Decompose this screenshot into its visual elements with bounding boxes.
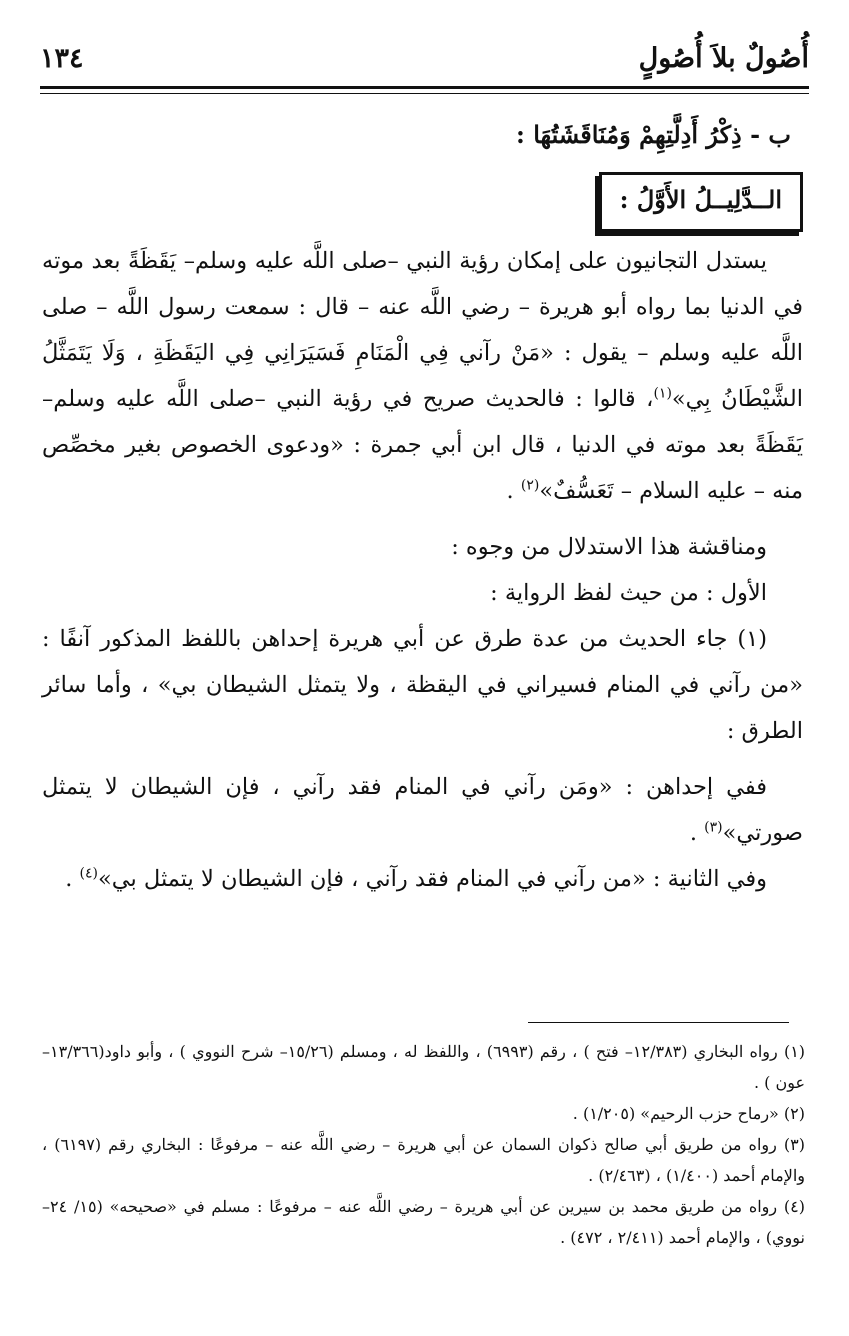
boxed-heading: الــدَّلِيــلُ الأَوَّلُ :: [599, 172, 803, 232]
paragraph-second-narration: وفي الثانية : «من رآني في المنام فقد رآني ، فإن الشيطان لا يتمثل بي»$^{(٤)}$ .: [65, 865, 767, 892]
paragraph-first-narration: ففي إحداهن : «ومَن رآني في المنام فقد رآني ، فإن الشيطان لا يتمثل صورتي»$^{(٣)}$ .: [42, 774, 803, 846]
header-rule-thick: [40, 86, 809, 89]
footnote-ref: (٢): [520, 477, 540, 494]
paragraph-text: يستدل التجانيون على إمكان رؤية النبي –صلى اللَّه عليه وسلم– يَقَظَةً بعد موته في الدنيا بما رواه أبو هريرة – رضي اللَّه عنه – قال : سمعت رسول اللَّه – صلى اللَّه عليه وسلم – يقول : «مَنْ رآني فِي الْمَنَامِ فَسَيَرَانِي فِي اليَقَظَةِ ، وَلَا يَتَمَثَّلُ الشَّيْطَانُ بِي»: [42, 248, 803, 412]
footnote-separator: [528, 1022, 789, 1023]
main-text: [42, 108, 803, 902]
footnote-ref: (٤): [79, 865, 98, 882]
header-rule-thin: [40, 93, 809, 94]
boxed-heading-wrap: [42, 164, 803, 234]
running-header: [40, 38, 809, 78]
footnote-3: (٣) رواه من طريق أبي صالح ذكوان السمان عن أبي هريرة – رضي اللَّه عنه – مرفوعًا : البخاري رقم (٦١٩٧) ، والإمام أحمد (١/٤٠٠) ، (٢/٤٦٣) .: [42, 1135, 805, 1185]
paragraph-text: ففي إحداهن : «ومَن رآني في المنام فقد رآني ، فإن الشيطان لا يتمثل صورتي»: [42, 774, 803, 846]
footnote-1: (١) رواه البخاري (١٢/٣٨٣– فتح ) ، رقم (٦٩٩٣) ، واللفظ له ، ومسلم (١٥/٢٦– شرح النووي ) ، وأبو داود(١٣/٣٦٦– عون ) .: [42, 1042, 806, 1092]
footnote-ref: (١): [653, 385, 672, 402]
footnote-ref: (٣): [704, 819, 723, 836]
paragraph-first-aspect: الأول : من حيث لفظ الرواية :: [490, 580, 767, 606]
paragraph-narrations: (١) جاء الحديث من عدة طرق عن أبي هريرة إحداهن باللفظ المذكور آنفًا : «من رآني في المنام فسيراني في اليقظة ، ولا يتمثل الشيطان بي» ، وأما سائر الطرق :: [42, 626, 803, 744]
section-heading: ب - ذِكْرُ أَدِلَّتِهِمْ وَمُنَاقَشَتُهَا :: [516, 120, 791, 149]
paragraph-text: ، قالوا : فالحديث صريح في رؤية النبي –صلى اللَّه عليه وسلم– يَقَظَةً بعد موته في الدنيا ، قال ابن أبي جمرة : «ودعوى الخصوص بغير مخصِّص منه – عليه السلام – تَعَسُّفٌ»: [42, 386, 803, 504]
book-title: أُصُولٌ بلاَ أُصُولٍ: [638, 42, 809, 74]
paragraph-evidence: [42, 238, 803, 514]
footnote-2: (٢) «رماح حزب الرحيم» (١/٢٠٥) .: [572, 1104, 805, 1123]
footnotes: [42, 1036, 805, 1253]
paragraph-text: .: [506, 478, 514, 504]
paragraph-discussion: ومناقشة هذا الاستدلال من وجوه :: [451, 534, 767, 560]
footnote-4: (٤) رواه من طريق محمد بن سيرين عن أبي هريرة – رضي اللَّه عنه – مرفوعًا : مسلم في «صحيحه» (١٥/ ٢٤– نووي) ، والإمام أحمد (٢/٤١١ ، ٤٧٢) .: [42, 1197, 806, 1247]
paragraph-text: وفي الثانية : «من رآني في المنام فقد رآني ، فإن الشيطان لا يتمثل بي»: [97, 866, 767, 892]
page-number: ١٣٤: [40, 42, 84, 74]
